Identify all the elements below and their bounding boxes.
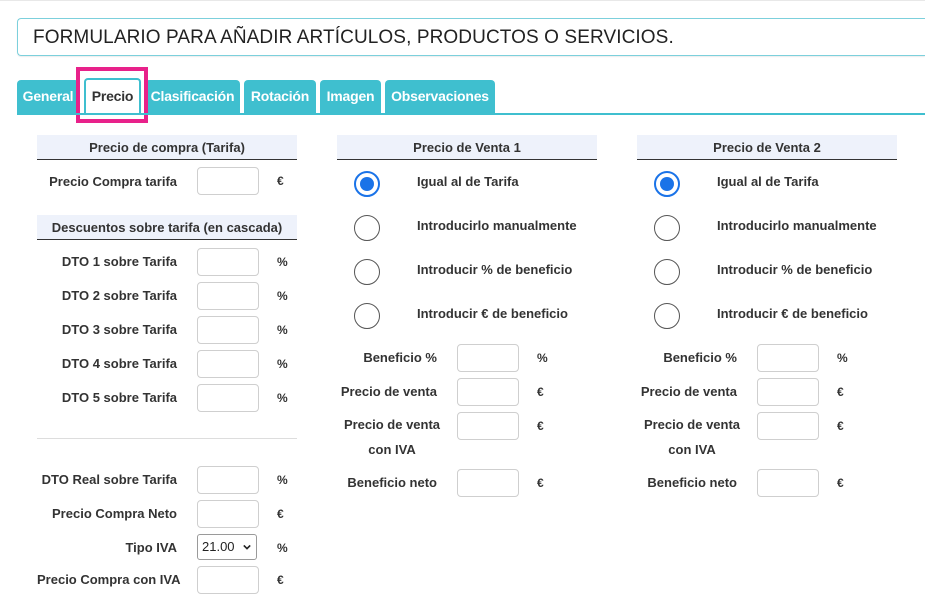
purchase-net-unit: € (277, 507, 284, 521)
dto2-label: DTO 2 sobre Tarifa (61, 288, 177, 303)
sale2-price-vat-label-1: Precio de venta (643, 417, 741, 432)
dto1-label: DTO 1 sobre Tarifa (61, 254, 177, 269)
sale2-price-vat-input[interactable] (757, 412, 819, 440)
purchase-net-input[interactable] (197, 500, 259, 528)
sale2-profit-pct-input[interactable] (757, 344, 819, 372)
sale1-profit-pct-unit: % (537, 351, 548, 365)
tab-general[interactable]: General (17, 80, 79, 113)
vat-type-value: 21.00 (202, 539, 235, 554)
dto3-input[interactable] (197, 316, 259, 344)
dto3-label: DTO 3 sobre Tarifa (61, 322, 177, 337)
purchase-tariff-unit: € (277, 174, 284, 188)
purchase-tariff-label: Precio Compra tarifa (49, 174, 177, 189)
sale2-price-vat-label-2: con IVA (668, 442, 716, 457)
purchase-price-header: Precio de compra (Tarifa) (37, 135, 297, 160)
dto-real-unit: % (277, 473, 288, 487)
dto-real-input[interactable] (197, 466, 259, 494)
chevron-down-icon (243, 543, 251, 551)
tab-precio[interactable]: Precio (84, 78, 141, 115)
dto1-input[interactable] (197, 248, 259, 276)
sale2-profit-pct-label: Beneficio % (663, 350, 737, 365)
sale1-radio-pct-label: Introducir % de beneficio (417, 262, 573, 277)
vat-type-label: Tipo IVA (125, 540, 177, 555)
sale1-profit-pct-label: Beneficio % (363, 350, 437, 365)
sale-price-1-header: Precio de Venta 1 (337, 135, 597, 160)
sale1-price-input[interactable] (457, 378, 519, 406)
sale2-price-input[interactable] (757, 378, 819, 406)
sale-price-2-header: Precio de Venta 2 (637, 135, 897, 160)
sale1-price-label: Precio de venta (340, 384, 437, 399)
sale1-price-vat-label-1: Precio de venta (343, 417, 441, 432)
sale2-net-profit-input[interactable] (757, 469, 819, 497)
sale1-net-profit-label: Beneficio neto (347, 475, 437, 490)
sale1-radio-tariff-label: Igual al de Tarifa (417, 174, 519, 189)
sale2-price-label: Precio de venta (640, 384, 737, 399)
sale2-net-profit-unit: € (837, 476, 844, 490)
tab-clasificacion[interactable]: Clasificación (145, 80, 240, 113)
dto2-unit: % (277, 289, 288, 303)
title-bar (17, 18, 925, 56)
sale1-radio-eur-label: Introducir € de beneficio (417, 306, 568, 321)
tab-underline (17, 113, 925, 115)
purchase-net-label: Precio Compra Neto (52, 506, 177, 521)
vat-type-select[interactable] (197, 534, 257, 560)
dto-real-label: DTO Real sobre Tarifa (41, 472, 177, 487)
sale1-radio-tariff[interactable] (354, 171, 380, 197)
sale2-radio-eur[interactable] (654, 303, 680, 329)
top-divider (0, 0, 925, 1)
dto5-input[interactable] (197, 384, 259, 412)
dto4-input[interactable] (197, 350, 259, 378)
dto4-unit: % (277, 357, 288, 371)
sale1-radio-eur[interactable] (354, 303, 380, 329)
sale1-price-unit: € (537, 385, 544, 399)
sale2-radio-tariff-label: Igual al de Tarifa (717, 174, 819, 189)
sale1-radio-pct[interactable] (354, 259, 380, 285)
sale2-radio-manual[interactable] (654, 215, 680, 241)
purchase-vat-input[interactable] (197, 566, 259, 594)
sale2-radio-tariff[interactable] (654, 171, 680, 197)
vat-type-unit: % (277, 541, 288, 555)
sale2-profit-pct-unit: % (837, 351, 848, 365)
purchase-vat-label: Precio Compra con IVA (37, 572, 181, 587)
tab-rotacion[interactable]: Rotación (244, 80, 316, 113)
sale2-radio-eur-label: Introducir € de beneficio (717, 306, 868, 321)
tab-observaciones[interactable]: Observaciones (385, 80, 495, 113)
tab-imagen[interactable]: Imagen (320, 80, 381, 113)
discounts-header: Descuentos sobre tarifa (en cascada) (37, 215, 297, 240)
dto1-unit: % (277, 255, 288, 269)
dto3-unit: % (277, 323, 288, 337)
dto4-label: DTO 4 sobre Tarifa (61, 356, 177, 371)
dto2-input[interactable] (197, 282, 259, 310)
sale2-radio-pct-label: Introducir % de beneficio (717, 262, 873, 277)
sale1-net-profit-input[interactable] (457, 469, 519, 497)
sale2-radio-pct[interactable] (654, 259, 680, 285)
sale2-net-profit-label: Beneficio neto (647, 475, 737, 490)
sale1-radio-manual[interactable] (354, 215, 380, 241)
sale1-price-vat-unit: € (537, 419, 544, 433)
sale1-radio-manual-label: Introducirlo manualmente (417, 218, 577, 233)
sale1-profit-pct-input[interactable] (457, 344, 519, 372)
sale1-net-profit-unit: € (537, 476, 544, 490)
purchase-vat-unit: € (277, 573, 284, 587)
page-title: FORMULARIO PARA AÑADIR ARTÍCULOS, PRODUCTOS O SERVICIOS. (33, 27, 674, 48)
sale2-price-vat-unit: € (837, 419, 844, 433)
sale1-price-vat-label-2: con IVA (368, 442, 416, 457)
dto5-unit: % (277, 391, 288, 405)
dto5-label: DTO 5 sobre Tarifa (61, 390, 177, 405)
sale2-price-unit: € (837, 385, 844, 399)
sale1-price-vat-input[interactable] (457, 412, 519, 440)
sale2-radio-manual-label: Introducirlo manualmente (717, 218, 877, 233)
purchase-tariff-input[interactable] (197, 167, 259, 195)
section-divider (37, 438, 297, 439)
